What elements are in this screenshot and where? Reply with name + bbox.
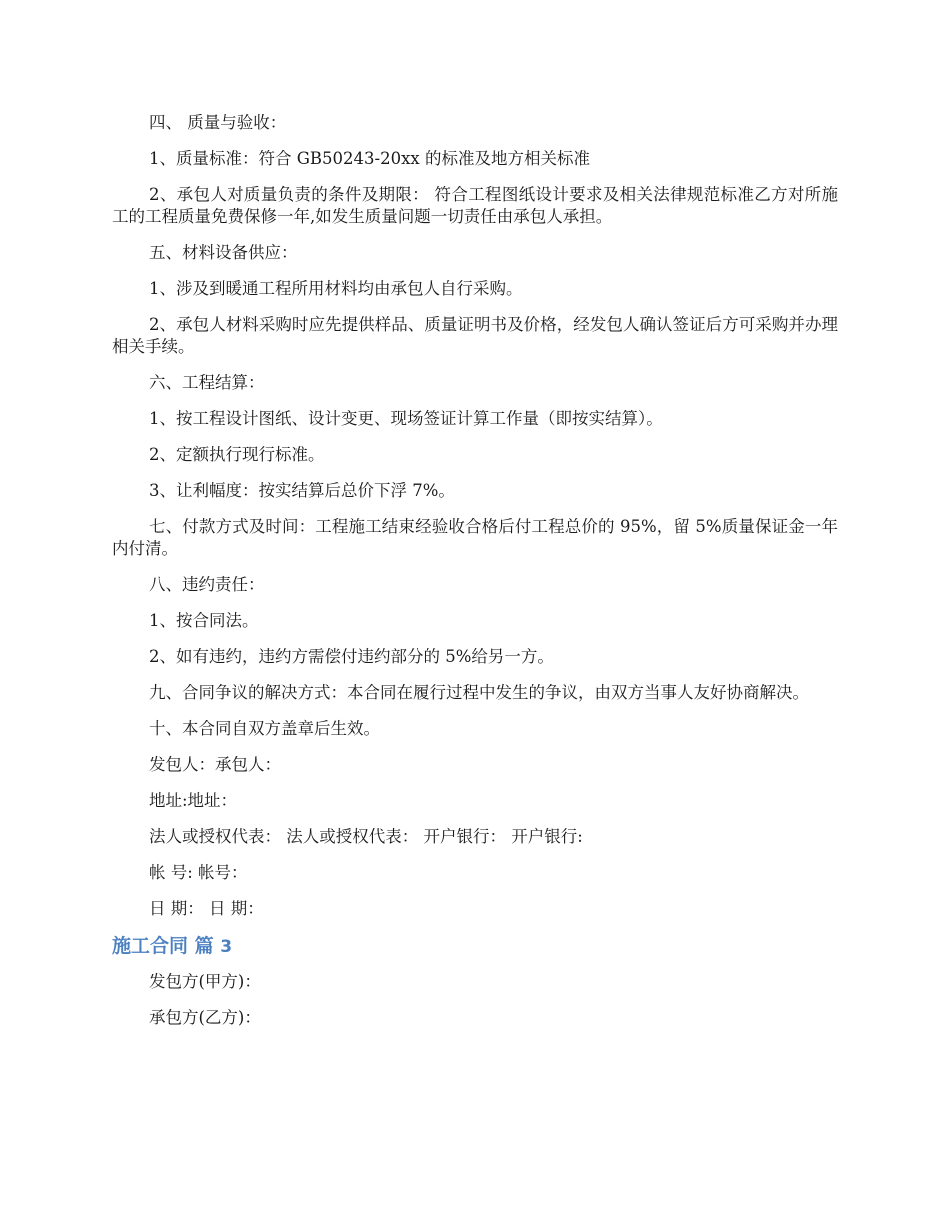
section-six-title: 六、工程结算： (149, 373, 265, 392)
breach-contract-law: 1、按合同法。 (149, 611, 259, 630)
party-a-line: 发包方(甲方)： (149, 972, 261, 991)
party-b-line: 承包方(乙方)： (149, 1008, 261, 1027)
signature-account: 帐 号: 帐号： (149, 863, 248, 882)
section-ten-effective: 十、本合同自双方盖章后生效。 (149, 719, 380, 738)
section-eight-title: 八、违约责任： (149, 575, 265, 594)
settlement-discount: 3、让利幅度：按实结算后总价下浮 7%。 (149, 481, 455, 500)
settlement-quota: 2、定额执行现行标准。 (149, 445, 325, 464)
section-nine-dispute: 九、合同争议的解决方式：本合同在履行过程中发生的争议，由双方当事人友好协商解决。 (149, 683, 809, 702)
material-sample-approval: 2、承包人材料采购时应先提供样品、质量证明书及价格，经发包人确认签证后方可采购并办理相关手续。 (112, 315, 838, 356)
signature-parties: 发包人：承包人： (149, 755, 281, 774)
settlement-basis: 1、按工程设计图纸、设计变更、现场签证计算工作量（即按实结算）。 (149, 409, 663, 428)
breach-compensation: 2、如有违约，违约方需偿付违约部分的 5%给另一方。 (149, 647, 554, 666)
quality-standard: 1、质量标准：符合 GB50243-20xx 的标准及地方相关标准 (149, 149, 590, 168)
section-four-title: 四、 质量与验收： (149, 113, 287, 132)
signature-date: 日 期： 日 期： (149, 899, 264, 918)
signature-representatives: 法人或授权代表： 法人或授权代表： 开户银行： 开户银行: (149, 827, 583, 846)
section-heading-number: 3 (220, 937, 233, 957)
section-heading-main: 施工合同 篇 (112, 935, 214, 957)
document-page (112, 112, 838, 1043)
quality-warranty: 2、承包人对质量负责的条件及期限： 符合工程图纸设计要求及相关法律规范标准乙方对所施工的工程质量免费保修一年,如发生质量问题一切责任由承包人承担。 (112, 185, 838, 226)
section-heading (112, 934, 838, 959)
section-seven-payment: 七、付款方式及时间：工程施工结束经验收合格后付工程总价的 95%，留 5%质量保证金一年内付清。 (112, 517, 838, 558)
section-five-title: 五、材料设备供应： (149, 243, 298, 262)
signature-address: 地址:地址： (149, 791, 238, 810)
material-procurement: 1、涉及到暖通工程所用材料均由承包人自行采购。 (149, 279, 523, 298)
